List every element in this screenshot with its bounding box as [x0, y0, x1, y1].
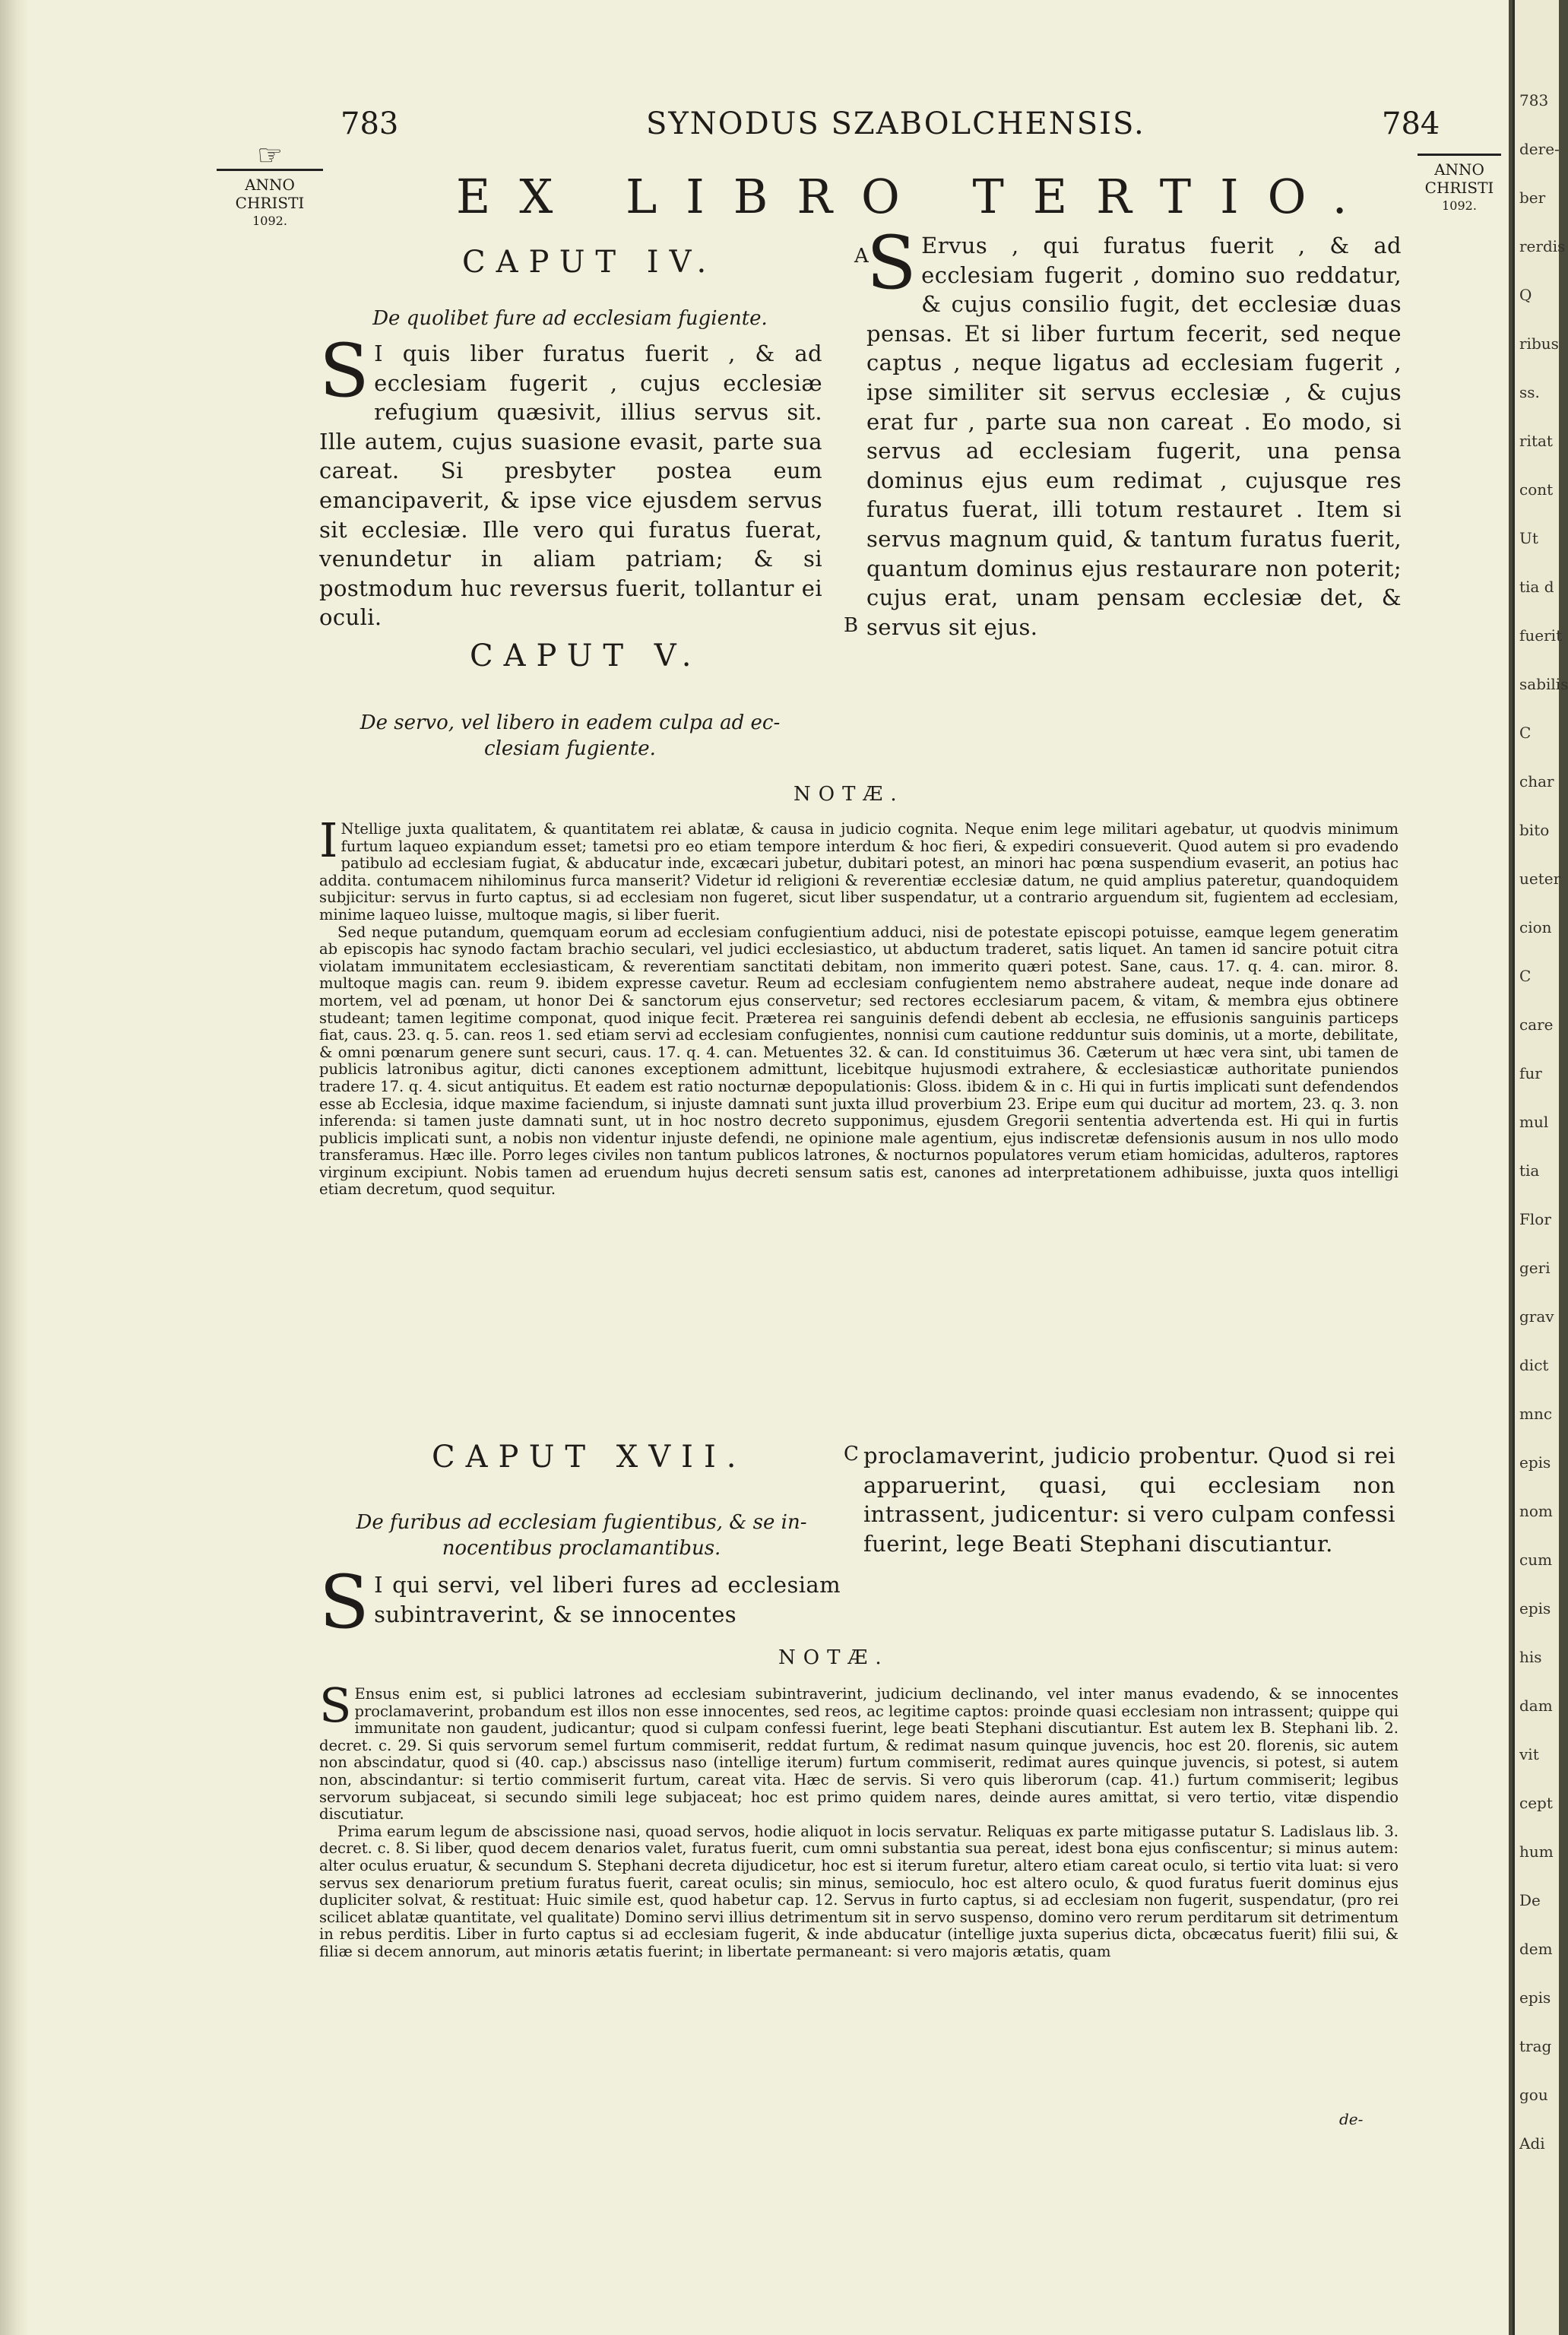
adjacent-page-fragment: ss.: [1519, 383, 1540, 401]
adjacent-page-fragment: ritat: [1519, 432, 1553, 450]
rubric-line: clesiam fugiente.: [484, 737, 656, 760]
anno-year: 1092.: [252, 214, 287, 228]
christi-label: CHRISTI: [1424, 179, 1494, 197]
adjacent-page-fragment: Adi: [1519, 2134, 1545, 2153]
margin-anno-right: [1414, 149, 1505, 215]
margin-letter-a: A: [854, 245, 869, 268]
adjacent-page-fragment: char: [1519, 772, 1554, 790]
adjacent-page-fragment: cum: [1519, 1551, 1553, 1569]
chapter-text: proclamaverint, judicio probentur. Quod si rei apparuerint, quasi, qui ecclesiam non intrassent, judicentur: si vero culpam confessi fuerint, lege Beati Stephani discutiantur.: [863, 1443, 1395, 1557]
adjacent-page-fragment: gou: [1519, 2086, 1548, 2104]
page-number-right: 784: [1382, 106, 1440, 141]
adjacent-page-fragment: 783: [1519, 91, 1549, 109]
book-title: EX LIBRO TERTIO.: [456, 169, 1376, 224]
rubric-line: De servo, vel libero in eadem culpa ad ec-: [360, 711, 781, 734]
margin-anno-left: [213, 138, 327, 230]
chapter-text: [866, 220, 1402, 642]
drop-initial: S: [319, 1678, 352, 1733]
adjacent-page-fragment: cion: [1519, 918, 1552, 936]
adjacent-page-fragment: dere-: [1519, 140, 1560, 158]
adjacent-page-fragment: mnc: [1519, 1405, 1553, 1423]
chapter-heading: CAPUT XVII.: [432, 1440, 747, 1475]
chapter-body: Ervus , qui furatus fuerit , & ad ecclesiam fugerit , domino suo reddatur, & cujus consilio fugit, det ecclesiæ duas pensas. Et si liber furtum fecerit, sed neque captus , neque ligatus ad ecclesiam fugerit , ipse similiter sit servus ecclesiæ , & cujus erat fur , parte sua non careat . Eo modo, si servus ad ecclesiam fugerit, una pensa dominus ejus eum redimat , cujusque res furatus fuerat, illi totum restauret . Item si servus magnum quid, & tantum furatus fuerit, quantum dominus ejus restaurare non poterit; cujus erat, unam pensam ecclesiæ det, & servus sit ejus.: [866, 233, 1402, 640]
adjacent-page-fragment: trag: [1519, 2037, 1552, 2055]
adjacent-page-fragment: C: [1519, 724, 1532, 742]
page-number-left: 783: [341, 106, 399, 141]
adjacent-page-fragment: De: [1519, 1891, 1541, 1909]
anno-label: ANNO: [1434, 160, 1484, 179]
chapter-heading: CAPUT V.: [470, 638, 702, 673]
adjacent-page-fragment: dam: [1519, 1697, 1553, 1715]
adjacent-page-fragment: epis: [1519, 1453, 1551, 1472]
adjacent-page-fragment: fur: [1519, 1064, 1542, 1082]
running-title: SYNODUS SZABOLCHENSIS.: [646, 106, 1145, 141]
adjacent-page-fragment: dem: [1519, 1940, 1553, 1958]
notes-paragraph: Prima earum legum de abscissione nasi, quoad servos, hodie aliquot in locis servatur. Reliquas ex parte mitigasse putatur S. Ladislaus lib. 3. decret. c. 8. Si liber, quod decem denarios valet, furatus fuerit, cum omni substantia sua pereat, idest bona ejus confiscentur; si minus autem: alter oculus eruatur, & secundum S. Stephani decreta dijudicetur, hoc est si iterum furetur, altero etiam careat oculo, si tertio vita luat: si vero servus sex denariorum pretium furatus fuerit, careat oculis; sin minus, semioculo, hoc est altero oculo, & quod furatus fuerit dominus ejus dupliciter solvat, & restituat: Huic simile est, quod habetur cap. 12. Servus in furto captus, si ad ecclesiam non fugerit, suspendatur, (pro rei scilicet ablatæ quantitate, vel qualitate) Domino servi illius detrimentum sit in servo suspenso, domino vero rerum perditarum sit detrimentum in rebus perditis. Liber in furto captus si ad ecclesiam fugerit, & inde abducatur (intellige juxta superius dicta, obcæcatus fuerit) filii sui, & filiæ si decem annorum, aut minoris ætatis fuerint; in libertate permaneant: si vero majoris ætatis, quam: [319, 1822, 1399, 1960]
adjacent-page-fragment: mul: [1519, 1113, 1549, 1131]
adjacent-page-edge: [1513, 0, 1568, 2335]
notes-label: NOTÆ.: [794, 783, 904, 806]
adjacent-page-fragment: Flor: [1519, 1210, 1551, 1228]
adjacent-page-fragment: geri: [1519, 1259, 1551, 1277]
catchword: de-: [1339, 2110, 1364, 2128]
notes-paragraph: [319, 813, 1399, 924]
adjacent-page-fragment: vit: [1519, 1745, 1539, 1763]
adjacent-page-fragment: nom: [1519, 1502, 1553, 1520]
binding-gutter: [0, 0, 29, 2335]
adjacent-page-fragment: hum: [1519, 1842, 1554, 1861]
drop-initial: S: [319, 328, 370, 413]
rubric-line: De furibus ad ecclesiam fugientibus, & se in-: [356, 1511, 807, 1534]
adjacent-page-fragment: ber: [1519, 189, 1546, 207]
rubric-line: nocentibus proclamantibus.: [442, 1537, 721, 1560]
adjacent-page-fragment: his: [1519, 1648, 1542, 1666]
christi-label: CHRISTI: [235, 194, 305, 212]
adjacent-page-fragment: sabilis: [1519, 675, 1568, 693]
adjacent-page-fragment: ribus: [1519, 334, 1559, 353]
adjacent-page-fragment: tia d: [1519, 578, 1554, 596]
adjacent-page-fragment: bito: [1519, 821, 1550, 839]
adjacent-page-fragment: epis: [1519, 1599, 1551, 1617]
adjacent-page-fragment: C: [1519, 967, 1532, 985]
margin-rule: [1418, 154, 1501, 156]
adjacent-page-fragment: grav: [1519, 1307, 1554, 1326]
chapter-body: I quis liber furatus fuerit , & ad ecclesiam fugerit , cujus ecclesiæ refugium quæsivit, illius servus sit. Ille autem, cujus suasione evasit, parte sua careat. Si presbyter postea eum emancipaverit, & ipse vice ejusdem servus sit ecclesiæ. Ille vero qui furatus fuerat, venundetur in aliam patriam; & si postmodum huc reversus fuerit, tollantur ei oculi.: [319, 341, 822, 631]
notes-paragraph: Sed neque putandum, quemquam eorum ad ecclesiam confugientium adduci, nisi de potestate episcopi potuisse, eamque legem generatim ab episcopis hac synodo factam brachio seculari, vel judici ecclesiastico, ut abductum traderet, satis liquet. An tamen id sancire potuit citra violatam immunitatem ecclesiasticam, & reverentiam sanctitati debitam, non immerito quæri potest. Sane, caus. 17. q. 4. can. miror. 8. multoque magis can. reum 9. ibidem expresse cavetur. Reum ad ecclesiam confugientem nemo abstrahere audeat, neque inde donare ad mortem, vel ad pœnam, ut honor Dei & sanctorum ejus conservetur; sed rectores ecclesiarum pacem, & vitam, & membra ejus obtinere studeant; tamen legitime componat, quod inique fecit. Præterea rei sanguinis defendi debent ab ecclesia, ne effusionis sanguinis particeps fiat, caus. 23. q. 5. can. reos 1. sed etiam servi ad ecclesiam confugientes, nonnisi cum cautione redduntur suis dominis, ut a morte, debilitate, & omni pœnarum genere sunt securi, caus. 17. q. 4. can. Metuentes 32. & can. Id constituimus 36. Cæterum ut hæc vera sint, ubi tamen de publicis latronibus agitur, dicti canones exceptionem admittunt, licebitque hujusmodi extrahere, & ecclesiasticæ authoritate puniendos tradere 17. q. 4. sicut antiquitus. Et eadem est ratio nocturnæ depopulationis: Gloss. ibidem & in c. Hi qui in furtis implicati sunt defendendos esse ab Ecclesia, idque maxime faciendum, si injuste damnati sunt juxta illud proverbium 23. Eripe eum qui ducitur ad mortem, 23. q. 3. non inferenda: si tamen juste damnati sunt, ut in hoc nostro decreto supponimus, ejusdem Gregorii sententia advertenda est. Hi qui in furtis publicis implicati sunt, a nobis non videntur injuste defendi, ne opinione male agentium, ejus indiscretæ defensionis ausum in nos ullo modo transferamus. Hæc ille. Porro leges civiles non tantum publicos latrones, & nocturnos populatores verum etiam homicidas, adulteros, raptores virginum excipiunt. Nobis tamen ad eruendum hujus decreti sensum satis est, canones ad interpretationem adhibuisse, juxta quos intelligi etiam decretum, quod sequitur.: [319, 923, 1399, 1199]
chapter-text: [319, 1560, 841, 1645]
notes-text: Ntellige juxta qualitatem, & quantitatem rei ablatæ, & causa in judicio cognita. Neque enim lege militari agebatur, ut quodvis minimum furtum laqueo expiandum esset; tametsi pro eo etiam tempore interdum & hoc fieri, & expediri consueverit. Quod autem si pro evadendo patibulo ad ecclesiam fugiat, & abducatur inde, excæcari jubetur, dubitari potest, an minori hac pœna suspendium evaserit, an potius hac addita. contumacem nihilominus furca manserit? Videtur id religioni & reverentiæ ecclesiæ datum, ne quid amplius pateretur, quandoquidem subjicitur: servus in furto captus, si ad ecclesiam non fugeret, sicut liber suspendatur, ut a contrario arguendum sit, fugientem ad ecclesiam, minime laqueo luisse, multoque magis, si liber fuerit.: [319, 820, 1399, 924]
chapter-rubric: [319, 710, 821, 762]
adjacent-page-fragment: epis: [1519, 1988, 1551, 2007]
adjacent-page-fragment: cept: [1519, 1794, 1553, 1812]
chapter-heading: CAPUT IV.: [462, 245, 717, 280]
anno-year: 1092.: [1442, 198, 1477, 213]
adjacent-page-fragment: cont: [1519, 480, 1554, 499]
notes-text: Ensus enim est, si publici latrones ad ecclesiam subintraverint, judicium declinando, vel inter manus evadendo, & se innocentes proclamaverint, probandum est illos non esse innocentes, sed reos, ac legitime captos: proinde quasi ecclesiam non intrassent; quippe qui immunitate non gaudent, judicantur; quod si culpam confessi fuerint, lege beati Stephani discutiantur. Est autem lex B. Stephani lib. 2. decret. c. 29. Si quis servorum semel furtum commiserit, reddat furtum, & redimat nasum quinque juvencis, hoc est 20. florenis, sic autem non abscindatur, quod si (40. cap.) abscissus naso (intellige iterum) furtum commiserit, redimat aures quinque juvencis, si potest, si autem non, abscindantur: si tertio commiserit furtum, careat vita. Hæc de servis. Si vero quis liberorum (cap. 41.) furtum commiserit; legibus servorum subjaceat, si secundo simili lege subjaceat; hoc est primo quidem nares, deinde aures amittat, si vero tertio, vitæ dispendio discutiatur.: [319, 1685, 1399, 1823]
adjacent-page-fragment: Q: [1519, 286, 1532, 304]
notes-block: [319, 1678, 1399, 1961]
adjacent-page-fragment: tia: [1519, 1161, 1540, 1180]
notes-block: [319, 813, 1399, 1199]
adjacent-page-fragment: ueter: [1519, 870, 1561, 888]
notes-label: NOTÆ.: [778, 1646, 889, 1669]
margin-letter-c: C: [844, 1443, 859, 1465]
chapter-body: I qui servi, vel liberi fures ad ecclesiam subintraverint, & se innocentes: [374, 1572, 841, 1627]
adjacent-page-fragment: care: [1519, 1015, 1554, 1034]
anno-label: ANNO: [245, 176, 295, 194]
drop-initial: S: [866, 220, 917, 306]
adjacent-page-fragment: fuerit: [1519, 626, 1563, 645]
margin-letter-b: B: [844, 614, 859, 637]
adjacent-page-fragment: dict: [1519, 1356, 1549, 1374]
notes-paragraph: [319, 1678, 1399, 1823]
drop-initial: S: [319, 1560, 370, 1645]
adjacent-page-fragment: rerdis: [1519, 237, 1566, 255]
drop-initial: I: [319, 813, 338, 868]
chapter-rubric: De quolibet fure ad ecclesiam fugiente.: [372, 307, 768, 330]
adjacent-page-fragment: Ut: [1519, 529, 1538, 547]
chapter-rubric: [319, 1510, 844, 1561]
pointing-hand-icon: ☞: [256, 138, 284, 172]
chapter-text: [319, 328, 822, 632]
